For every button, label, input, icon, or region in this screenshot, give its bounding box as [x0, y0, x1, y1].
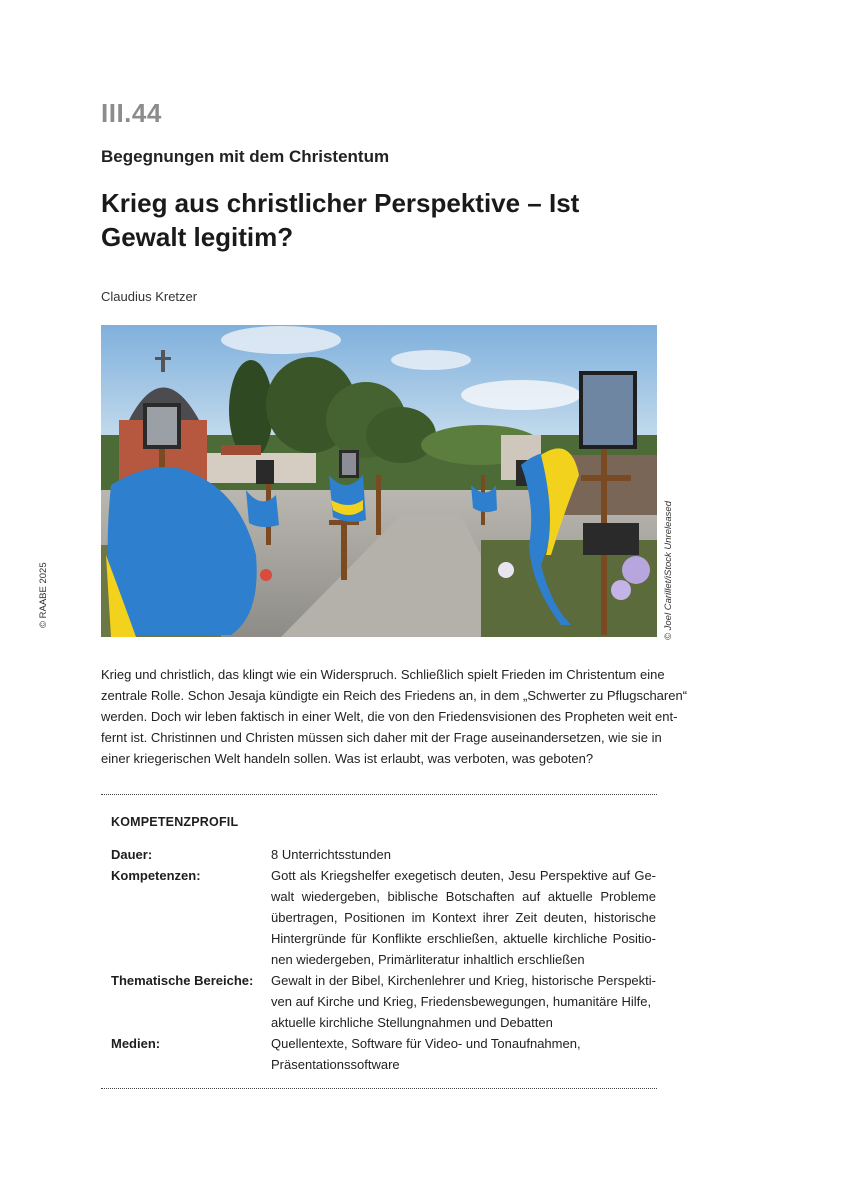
profile-value — [271, 844, 656, 865]
profile-value-line: Quellentexte, Software für Video- und Tonaufnahmen, — [271, 1036, 581, 1051]
intro-paragraph — [101, 664, 688, 769]
profile-top-divider — [101, 794, 657, 795]
profile-value-line: nen wiedergeben, Primärliteratur inhaltlich erschließen — [271, 952, 585, 967]
profile-value — [271, 865, 656, 970]
profile-label: Kompetenzen: — [111, 868, 201, 883]
profile-value-line: walt wiedergeben, biblische Botschaften auf aktuelle Probleme — [271, 889, 656, 904]
cemetery-photo — [101, 325, 657, 637]
profile-value — [271, 970, 656, 1033]
profile-bottom-divider — [101, 1088, 657, 1089]
author: Claudius Kretzer — [101, 289, 198, 304]
intro-line: Krieg und christlich, das klingt wie ein Widerspruch. Schließlich spielt Frieden im Christentum eine — [101, 667, 665, 682]
profile-value-line: Gewalt in der Bibel, Kirchenlehrer und Krieg, historische Perspekti- — [271, 973, 656, 988]
profile-value-line: Präsentationssoftware — [271, 1057, 400, 1072]
cemetery-photo-illustration — [101, 325, 657, 637]
intro-line: werden. Doch wir leben faktisch in einer Welt, die von den Friedensvisionen des Propheten weit ent- — [101, 709, 678, 724]
profile-value-line: aktuelle kirchliche Stellungnahmen und Debatten — [271, 1015, 553, 1030]
copyright-notice: © RAABE 2025 — [38, 562, 49, 628]
profile-value-line: 8 Unterrichtsstunden — [271, 847, 391, 862]
profile-value-line: ven auf Kirche und Krieg, Friedensbewegungen, humanitäre Hilfe, — [271, 994, 652, 1009]
intro-line: einer kriegerischen Welt handeln sollen. Was ist erlaubt, was verboten, was geboten? — [101, 751, 594, 766]
profile-label: Thematische Bereiche: — [111, 973, 254, 988]
page-title: Krieg aus christlicher Perspektive – Ist Gewalt legitim? — [101, 188, 580, 252]
profile-value-line: Hintergründe für Konflikte erschließen, aktuelle kirchliche Positio- — [271, 931, 656, 946]
intro-line: zentrale Rolle. Schon Jesaja kündigte ein Reich des Friedens an, in dem „Schwerter zu Pflugscharen“ — [101, 688, 688, 703]
profile-value — [271, 1033, 656, 1075]
profile-value-line: Gott als Kriegshelfer exegetisch deuten, Jesu Perspektive auf Ge- — [271, 868, 656, 883]
profile-value-line: übertragen, Positionen im Kontext ihrer Zeit deuten, historische — [271, 910, 656, 925]
series-title: Begegnungen mit dem Christentum — [101, 147, 390, 166]
profile-label: Dauer: — [111, 847, 153, 862]
intro-line: fernt ist. Christinnen und Christen müssen sich daher mit der Frage auseinandersetzen, wie sie in — [101, 730, 662, 745]
section-code: III.44 — [101, 98, 162, 128]
profile-heading: KOMPETENZPROFIL — [111, 815, 239, 829]
profile-label: Medien: — [111, 1036, 161, 1051]
photo-credit: © Joel Carillet/iStock Unreleased — [663, 500, 674, 640]
